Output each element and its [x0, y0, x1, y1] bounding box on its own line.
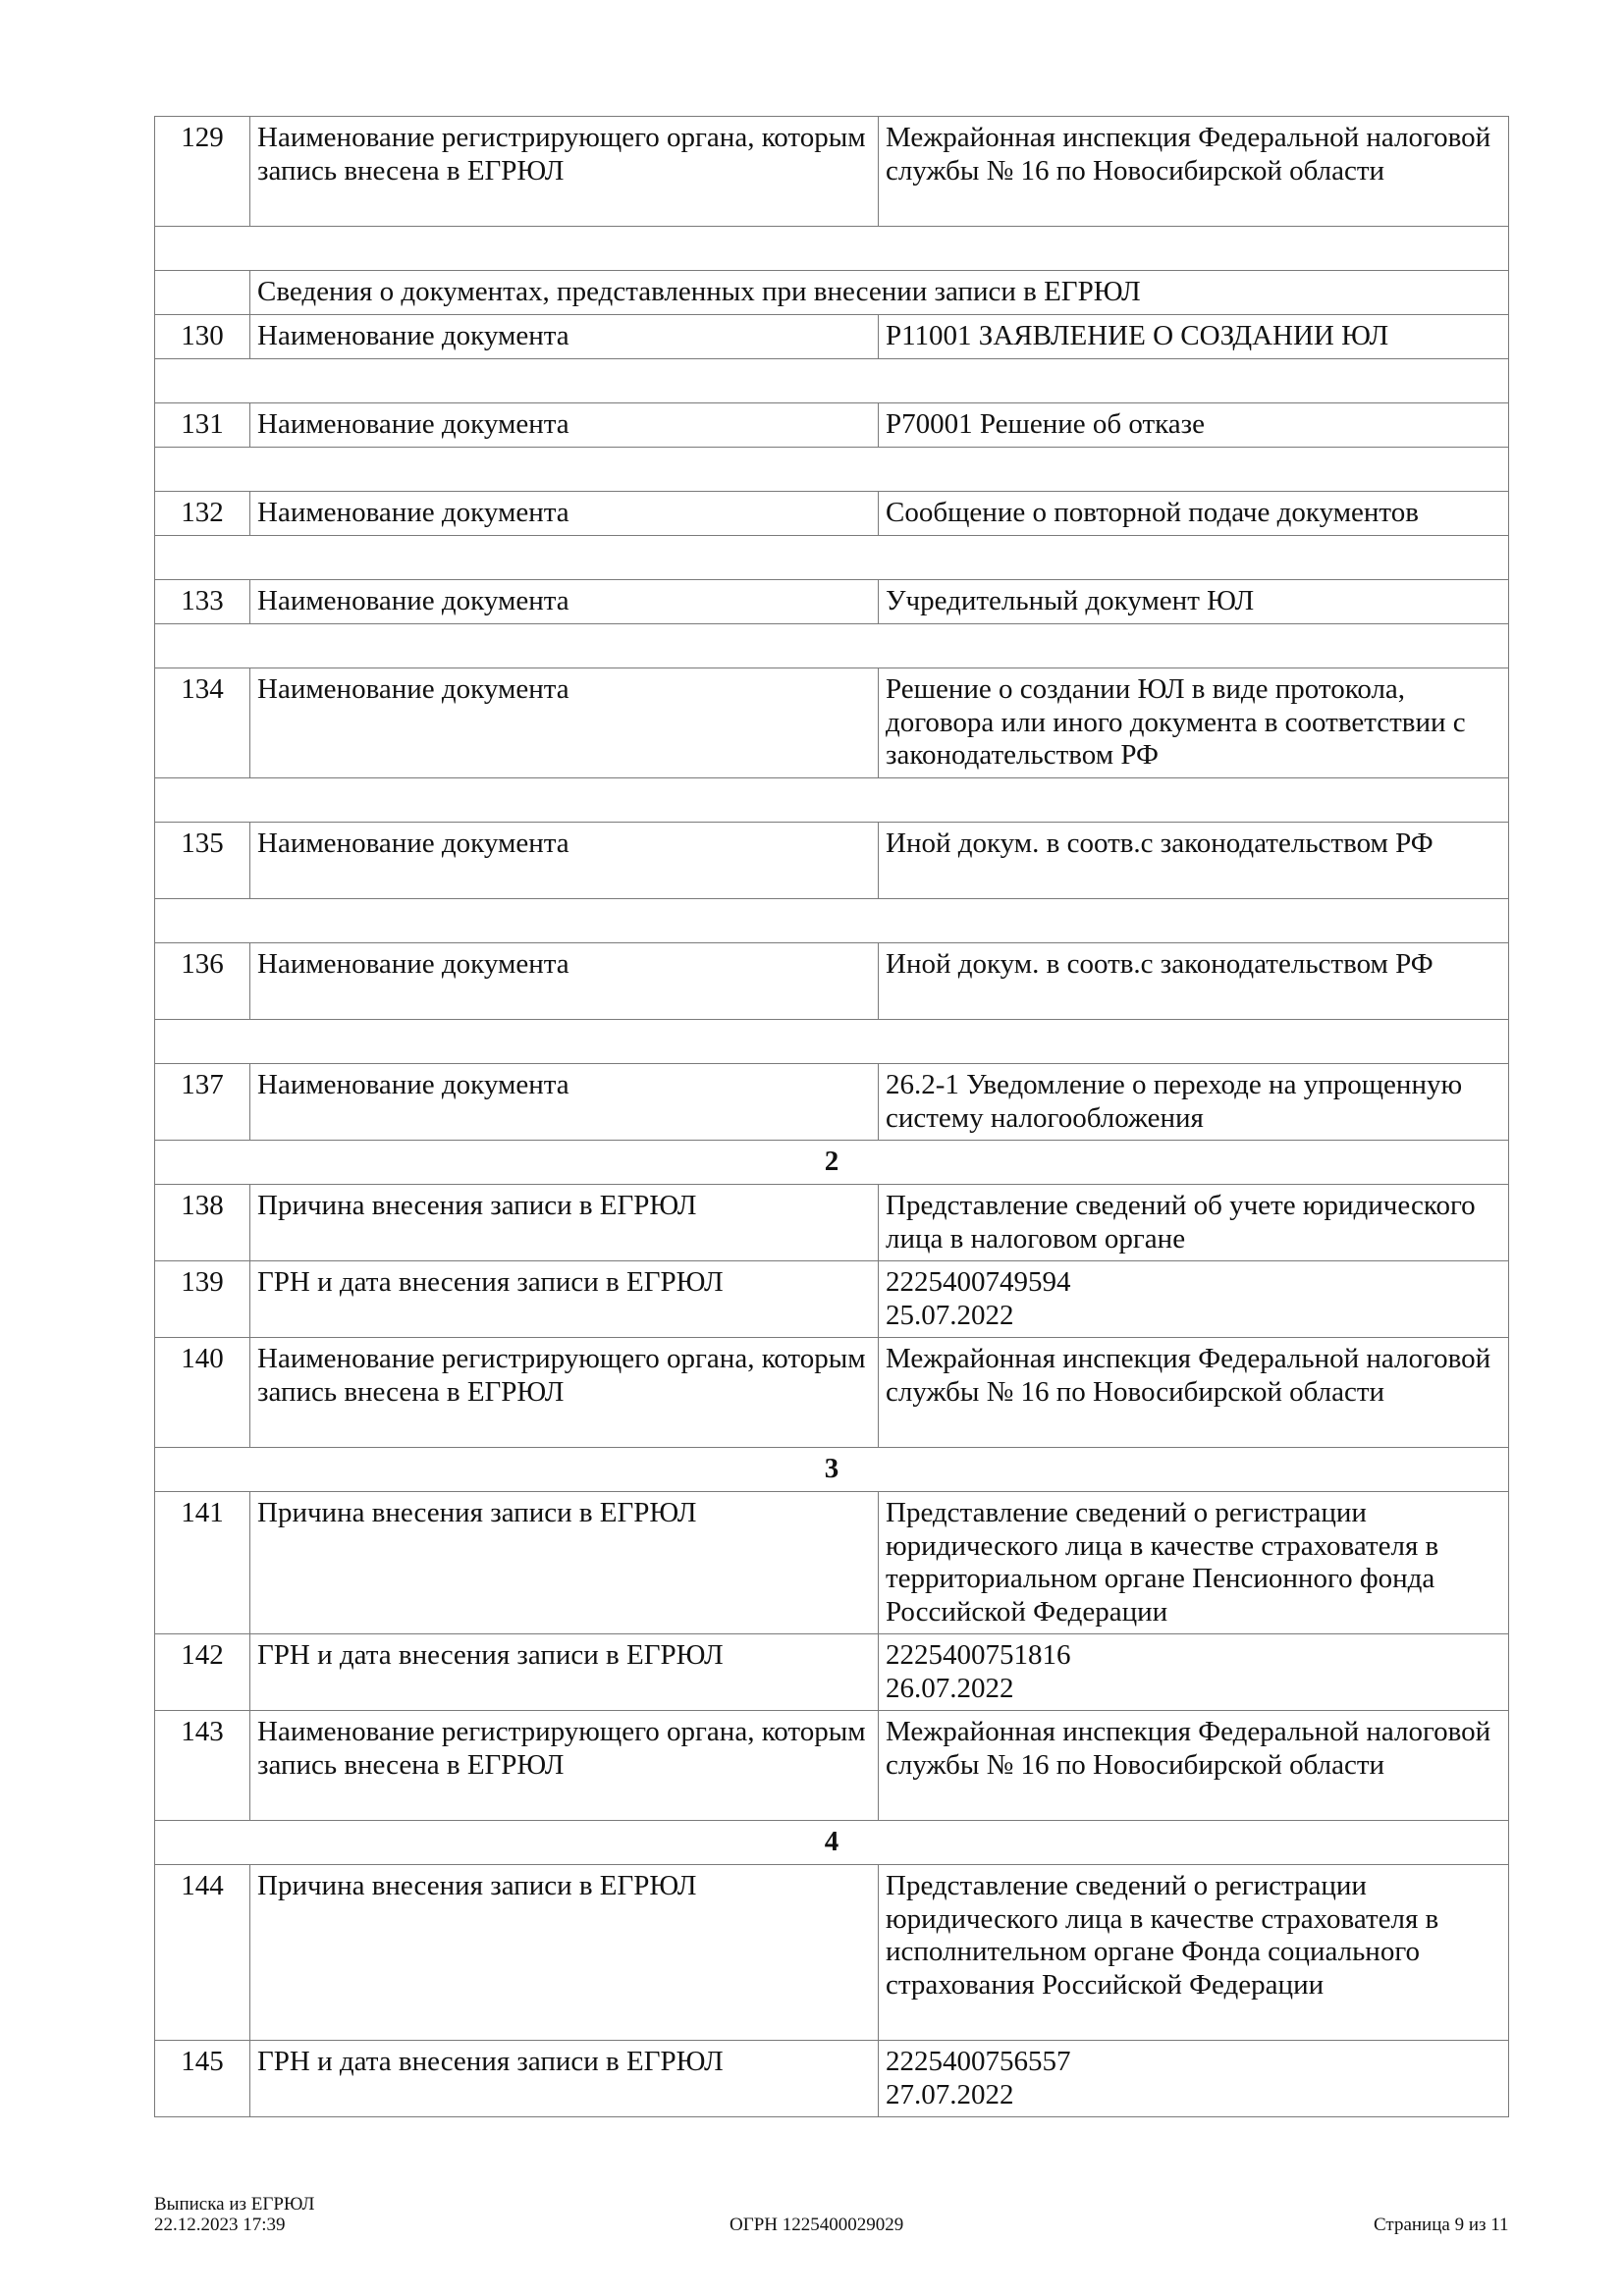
table-row: [155, 315, 1509, 359]
row-number: 134: [155, 668, 250, 778]
empty-cell: [155, 624, 1509, 668]
row-number: 141: [155, 1492, 250, 1634]
table-row: [155, 1261, 1509, 1338]
field-value: Межрайонная инспекция Федеральной налоговой службы № 16 по Новосибирской области: [879, 117, 1509, 227]
row-number: 129: [155, 117, 250, 227]
empty-cell: [155, 899, 1509, 943]
subheader-text: Сведения о документах, представленных при внесении записи в ЕГРЮЛ: [250, 271, 1509, 315]
field-value: Межрайонная инспекция Федеральной налоговой службы № 16 по Новосибирской области: [879, 1711, 1509, 1821]
field-value: 2225400756557 27.07.2022: [879, 2041, 1509, 2117]
empty-cell: [155, 448, 1509, 492]
subheader-row: [155, 271, 1509, 315]
table-row: [155, 1634, 1509, 1711]
field-name: Наименование документа: [250, 668, 879, 778]
table-row: [155, 668, 1509, 778]
field-value: 26.2-1 Уведомление о переходе на упрощенную систему налогообложения: [879, 1064, 1509, 1141]
row-number: 135: [155, 823, 250, 899]
empty-row: [155, 536, 1509, 580]
empty-cell: [155, 778, 1509, 823]
empty-cell: [155, 536, 1509, 580]
row-number: 145: [155, 2041, 250, 2117]
table-row: [155, 580, 1509, 624]
table-row: [155, 492, 1509, 536]
field-name: Наименование документа: [250, 823, 879, 899]
table-row: [155, 943, 1509, 1020]
row-number: 133: [155, 580, 250, 624]
row-number: 130: [155, 315, 250, 359]
footer-datetime: 22.12.2023 17:39: [154, 2215, 286, 2235]
row-number: 143: [155, 1711, 250, 1821]
row-number: 144: [155, 1865, 250, 2041]
field-name: Наименование регистрирующего органа, которым запись внесена в ЕГРЮЛ: [250, 1711, 879, 1821]
section-number: 4: [155, 1821, 1509, 1865]
empty-cell: [155, 227, 1509, 271]
table-row: [155, 1865, 1509, 2041]
table-row: [155, 1064, 1509, 1141]
row-number: 136: [155, 943, 250, 1020]
row-number: 132: [155, 492, 250, 536]
empty-row: [155, 227, 1509, 271]
field-value: Сообщение о повторной подаче документов: [879, 492, 1509, 536]
table-row: [155, 1185, 1509, 1261]
field-value: Иной докум. в соотв.с законодательством РФ: [879, 823, 1509, 899]
empty-row: [155, 1020, 1509, 1064]
field-value: Межрайонная инспекция Федеральной налоговой службы № 16 по Новосибирской области: [879, 1338, 1509, 1448]
field-name: ГРН и дата внесения записи в ЕГРЮЛ: [250, 1634, 879, 1711]
field-name: Причина внесения записи в ЕГРЮЛ: [250, 1865, 879, 2041]
field-name: Наименование регистрирующего органа, которым запись внесена в ЕГРЮЛ: [250, 1338, 879, 1448]
section-row: [155, 1448, 1509, 1492]
field-value: 2225400749594 25.07.2022: [879, 1261, 1509, 1338]
footer-page-number: Страница 9 из 11: [1374, 2215, 1509, 2235]
field-value: 2225400751816 26.07.2022: [879, 1634, 1509, 1711]
table-row: [155, 823, 1509, 899]
egrul-extract-table: [154, 116, 1509, 2117]
table-row: [155, 1338, 1509, 1448]
field-value: Решение о создании ЮЛ в виде протокола, договора или иного документа в соответствии с законодательством РФ: [879, 668, 1509, 778]
empty-cell: [155, 271, 250, 315]
footer-doc-info: [154, 2194, 314, 2235]
empty-row: [155, 448, 1509, 492]
field-value: Представление сведений об учете юридического лица в налоговом органе: [879, 1185, 1509, 1261]
field-name: Наименование документа: [250, 943, 879, 1020]
field-name: Причина внесения записи в ЕГРЮЛ: [250, 1492, 879, 1634]
table-row: [155, 1492, 1509, 1634]
row-number: 131: [155, 403, 250, 448]
row-number: 142: [155, 1634, 250, 1711]
field-name: ГРН и дата внесения записи в ЕГРЮЛ: [250, 1261, 879, 1338]
empty-row: [155, 899, 1509, 943]
row-number: 140: [155, 1338, 250, 1448]
section-number: 2: [155, 1141, 1509, 1185]
row-number: 139: [155, 1261, 250, 1338]
field-value: Р70001 Решение об отказе: [879, 403, 1509, 448]
field-value: Представление сведений о регистрации юридического лица в качестве страхователя в территориальном органе Пенсионного фонда Российской Федерации: [879, 1492, 1509, 1634]
section-number: 3: [155, 1448, 1509, 1492]
footer-title: Выписка из ЕГРЮЛ: [154, 2194, 315, 2215]
table-row: [155, 403, 1509, 448]
field-name: Наименование регистрирующего органа, которым запись внесена в ЕГРЮЛ: [250, 117, 879, 227]
field-name: Наименование документа: [250, 580, 879, 624]
field-name: Причина внесения записи в ЕГРЮЛ: [250, 1185, 879, 1261]
table-row: [155, 1711, 1509, 1821]
empty-row: [155, 359, 1509, 403]
field-name: ГРН и дата внесения записи в ЕГРЮЛ: [250, 2041, 879, 2117]
field-name: Наименование документа: [250, 1064, 879, 1141]
empty-cell: [155, 359, 1509, 403]
section-row: [155, 1821, 1509, 1865]
table-row: [155, 2041, 1509, 2117]
field-name: Наименование документа: [250, 315, 879, 359]
table-row: [155, 117, 1509, 227]
empty-row: [155, 778, 1509, 823]
field-value: Учредительный документ ЮЛ: [879, 580, 1509, 624]
field-name: Наименование документа: [250, 492, 879, 536]
row-number: 137: [155, 1064, 250, 1141]
field-value: Иной докум. в соотв.с законодательством РФ: [879, 943, 1509, 1020]
field-name: Наименование документа: [250, 403, 879, 448]
field-value: Представление сведений о регистрации юридического лица в качестве страхователя в исполнительном органе Фонда социального страхования Российской Федерации: [879, 1865, 1509, 2041]
row-number: 138: [155, 1185, 250, 1261]
footer-ogrn: ОГРН 1225400029029: [730, 2215, 904, 2235]
section-row: [155, 1141, 1509, 1185]
empty-cell: [155, 1020, 1509, 1064]
field-value: Р11001 ЗАЯВЛЕНИЕ О СОЗДАНИИ ЮЛ: [879, 315, 1509, 359]
empty-row: [155, 624, 1509, 668]
